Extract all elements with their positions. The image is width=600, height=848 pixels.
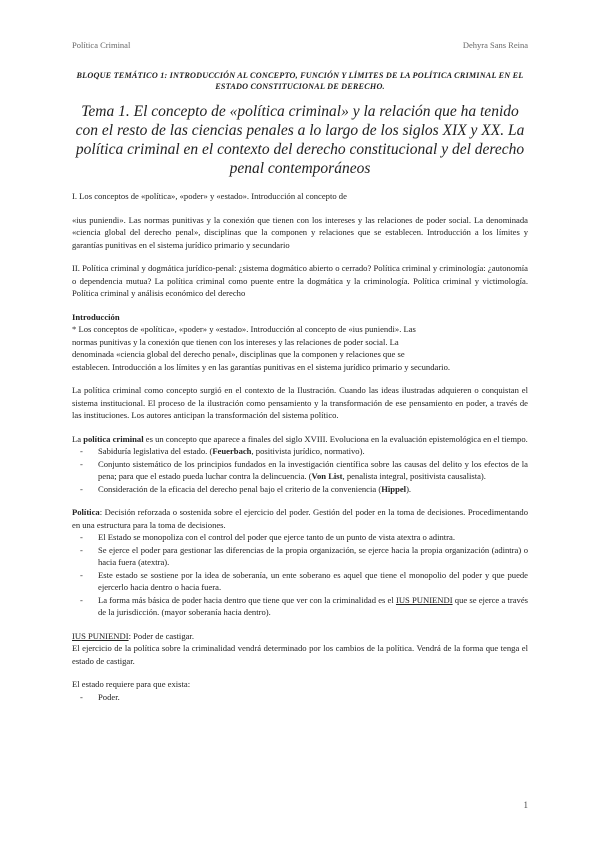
list-item: - Se ejerce el poder para gestionar las diferencias de la propia organización, se ejerce hacia la propia organización (adintra) o hacia fuera (atextra). [72, 544, 528, 569]
concepto-list [72, 445, 528, 495]
politica-list [72, 531, 528, 619]
document-page [72, 70, 528, 703]
intro-line2: normas punitivas y la conexión que tienen con los intereses y las relaciones de poder social. La [72, 336, 399, 347]
section1-line2: «ius puniendi». Las normas punitivas y la conexión que tienen con los intereses y las relaciones de poder social. La denominada «ciencia global del derecho penal», disciplinas que la componen y relaciones que se establecen. Introducción a los límites y garantías punitivas en el sistema jurídico primario y secundario [72, 214, 528, 250]
politica-criminal-term: política criminal [83, 433, 144, 444]
concepto-paragraph: La política criminal es un concepto que aparece a finales del siglo XVIII. Evoluciona en la evaluación epistemológica en el tiempo. [72, 433, 528, 444]
section2-paragraph: II. Política criminal y dogmática jurídico-penal: ¿sistema dogmático abierto o cerrado? Política criminal y criminología: ¿autonomía o dependencia mutua? La política criminal como puente entre la dogmática y la criminología. Política criminal y victimología. Política criminal y análisis económico del derecho [72, 263, 528, 298]
block-title: BLOQUE TEMÁTICO 1: INTRODUCCIÓN AL CONCEPTO, FUNCIÓN Y LÍMITES DE LA POLÍTICA CRIMINAL EN EL ESTADO CONSTITUCIONAL DE DERECHO. [76, 71, 524, 91]
list-item: - Sabiduría legislativa del estado. (Feuerbach, positivista jurídico, normativo). [72, 445, 528, 458]
intro-line4: establecen. Introducción a los límites y en las garantías punitivas en el sistema jurídico primario y secundario. [72, 361, 451, 372]
list-item: - Poder. [72, 691, 528, 704]
estado-line: El estado requiere para que exista: [72, 679, 191, 689]
politica-paragraph: Política: Decisión reforzada o sostenida sobre el ejercicio del poder. Gestión del poder en la toma de decisiones. Procedimentando en una estructura para la toma de decisiones. [72, 507, 528, 530]
intro-heading: Introducción [72, 311, 120, 322]
ius-definition: IUS PUNIENDI: Poder de castigar. [72, 630, 194, 641]
list-item: - La forma más básica de poder hacia dentro que tiene que ver con la criminalidad es el IUS PUNIENDI que se ejerce a través de la jurisdicción. (mayor soberanía hacia dentro). [72, 594, 528, 619]
page-number: 1 [523, 800, 528, 810]
list-item: - Este estado se sostiene por la idea de soberanía, un ente soberano es aquel que tiene el monopolio del poder y que puede ejercerlo hacia dentro o hacia fuera. [72, 569, 528, 594]
ilustracion-paragraph: La política criminal como concepto surgió en el contexto de la Ilustración. Cuando las ideas ilustradas adquieren o conquistan el sistema institucional. El proceso de la ilustración como pensamiento y la transformación de ese pensamiento en poder, a través de las instituciones. Los autores anticipan la transformación del sistema político. [72, 385, 528, 420]
intro-line3: denominada «ciencia global del derecho penal», disciplinas que la componen y relaciones que se [72, 349, 405, 359]
header-right: Dehyra Sans Reina [462, 40, 528, 50]
intro-line1: * Los conceptos de «política», «poder» y «estado». Introducción al concepto de «ius puniendi». Las [72, 324, 416, 334]
topic-title: Tema 1. El concepto de «política criminal» y la relación que ha tenido con el resto de las ciencias penales a lo largo de los siglos XIX y XX. La política criminal en el contexto del derecho constitucional y del derecho penal contemporáneos [75, 103, 525, 177]
header-left: Política Criminal [72, 40, 131, 50]
section1-line1: I. Los conceptos de «política», «poder» y «estado». Introducción al concepto de [72, 191, 347, 201]
ius-paragraph: El ejercicio de la política sobre la criminalidad vendrá determinado por los cambios de la política. Vendrá de la forma que tenga el estado de castigar. [72, 643, 528, 666]
list-item: - El Estado se monopoliza con el control del poder que ejerce tanto de un punto de vista atextra o adintra. [72, 531, 528, 544]
estado-list [72, 691, 528, 704]
ius-term: IUS PUNIENDI [72, 630, 129, 641]
politica-term: Política [72, 507, 100, 517]
list-item: - Consideración de la eficacia del derecho penal bajo el criterio de la conveniencia (Hippel). [72, 483, 528, 496]
list-item: - Conjunto sistemático de los principios fundados en la investigación científica sobre las causas del delito y los efectos de la pena; para que el estado pueda luchar contra la delincuencia. (Von List, penalista integral, positivista causalista). [72, 458, 528, 483]
